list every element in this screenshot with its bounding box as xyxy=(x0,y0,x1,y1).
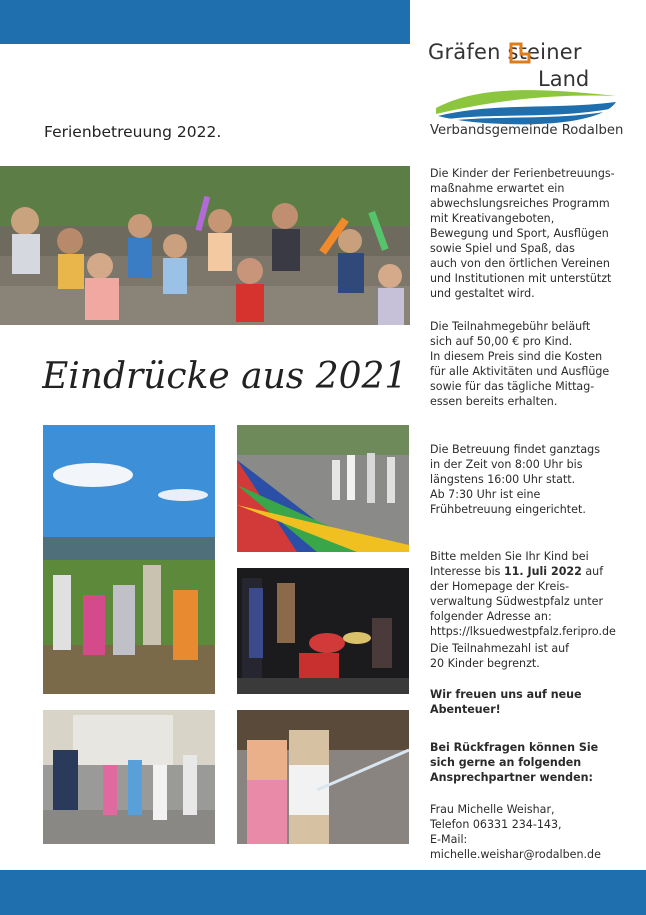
capacity-paragraph: Die Teilnahmezahl ist auf 20 Kinder begrenzt. xyxy=(430,642,570,670)
contact-intro-paragraph: Bei Rückfragen können Sie sich gerne an folgenden Ansprechpartner wenden: xyxy=(430,741,599,784)
logo-text-line1: Gräfen steiner xyxy=(428,40,582,64)
hours-text xyxy=(430,442,635,517)
group-photo xyxy=(0,166,410,325)
fee-text xyxy=(430,319,635,409)
intro-paragraph: Die Kinder der Ferienbetreuungs- maßnahme erwartet ein abwechslungsreiches Programm mit Kreativangeboten, Bewegung und Sport, Ausflügen sowie Spiel und Spaß, das auch von den örtlichen Vereinen und Institutionen mit unterstützt und gestaltet wird. xyxy=(430,167,615,300)
graefensteiner-land-logo xyxy=(428,30,628,130)
top-blue-bar xyxy=(0,0,410,44)
contact-details-paragraph: Frau Michelle Weishar, Telefon 06331 234-143, E-Mail: michelle.weishar@rodalben.de xyxy=(430,803,601,861)
contact-details xyxy=(430,802,635,862)
fee-paragraph: Die Teilnahmegebühr beläuft sich auf 50,00 € pro Kind. In diesem Preis sind die Kosten für alle Aktivitäten und Ausflüge sowie für das tägliche Mittag- essen bereits erhalten. xyxy=(430,320,610,408)
registration-text-a: Bitte melden Sie Ihr Kind bei Interesse bis xyxy=(430,550,589,578)
parachute-photo xyxy=(237,425,409,552)
capacity-text xyxy=(430,641,635,671)
registration-deadline: 11. Juli 2022 xyxy=(503,565,582,578)
water-hose-photo xyxy=(237,710,409,844)
castle-icon xyxy=(508,42,532,64)
script-heading xyxy=(42,346,412,404)
registration-paragraph xyxy=(430,549,635,639)
drums-photo xyxy=(237,568,409,694)
hours-paragraph: Die Betreuung findet ganztags in der Zeit von 8:00 Uhr bis längstens 16:00 Uhr statt. Ab 7:30 Uhr ist eine Frühbetreuung eingerichtet. xyxy=(430,443,600,516)
hiking-photo xyxy=(43,425,215,694)
closing-paragraph: Wir freuen uns auf neue Abenteuer! xyxy=(430,688,582,716)
contact-intro xyxy=(430,740,635,785)
intro-text xyxy=(430,166,635,301)
logo-text-line2: Land xyxy=(538,67,590,91)
page-title: Ferienbetreuung 2022. xyxy=(44,123,222,141)
logo-subtitle: Verbandsgemeinde Rodalben xyxy=(430,123,624,138)
registration-text-b: auf der Homepage der Kreis- verwaltung Südwestpfalz unter folgender Adresse an: https://lksuedwestpfalz.feripro.de xyxy=(430,565,616,638)
registration-text xyxy=(430,549,635,639)
fire-brigade-photo xyxy=(43,710,215,844)
bottom-blue-bar xyxy=(0,870,646,915)
script-heading-text: Eindrücke aus 2021 xyxy=(42,356,408,397)
closing-text xyxy=(430,687,635,717)
